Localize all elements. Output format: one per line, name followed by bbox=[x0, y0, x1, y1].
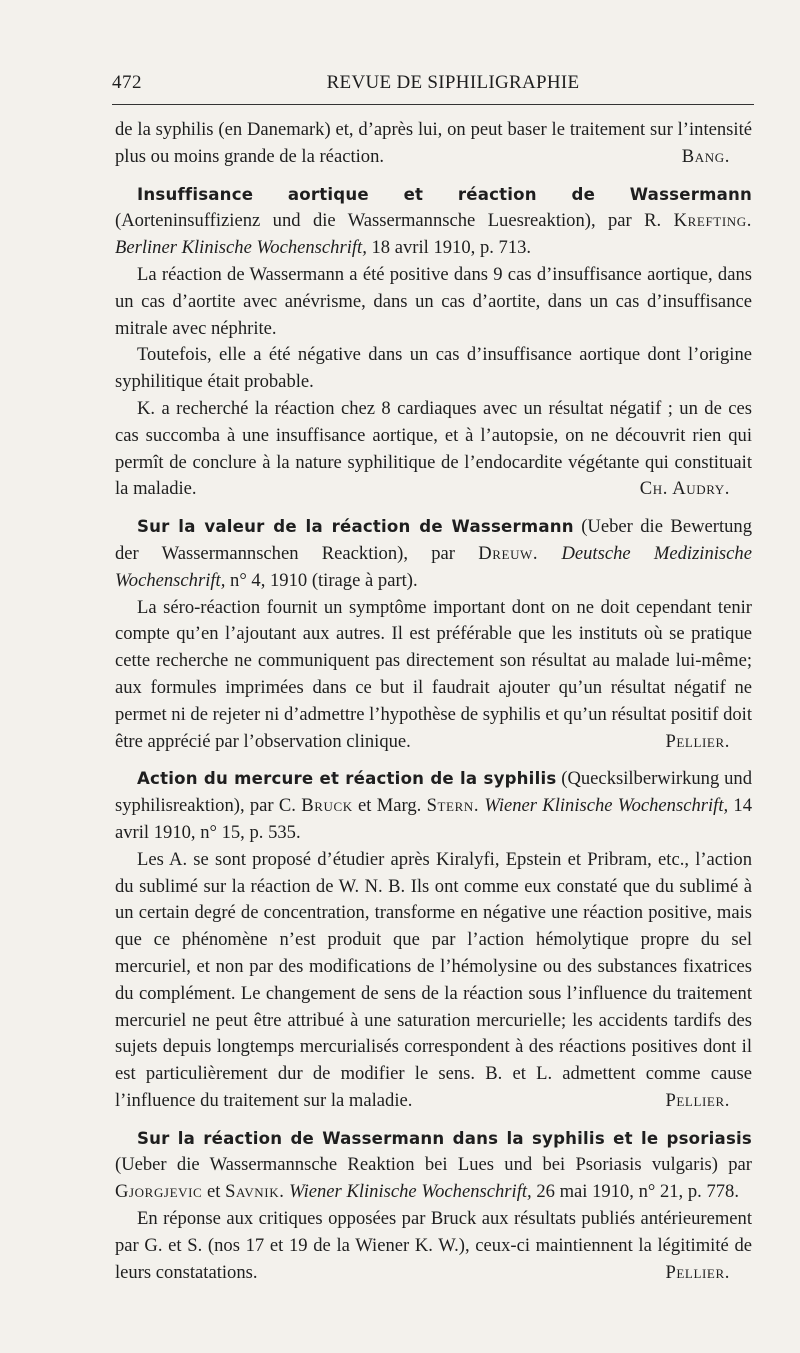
article-signature: Ch. Audry. bbox=[639, 478, 730, 500]
article-journal: Wiener Klinische Wochenschrift, bbox=[484, 795, 729, 817]
article-german-title: (Ueber die Wassermannsche Reaktion bei Lues und bei Psoriasis vulgaris) par bbox=[115, 1154, 752, 1176]
article-signature: Pellier. bbox=[665, 730, 730, 752]
article-paragraph bbox=[115, 396, 752, 503]
article-author: Krefting. bbox=[673, 210, 752, 232]
article-journal: Berliner Klinische Wochenschrift, bbox=[115, 237, 367, 259]
article-paragraph bbox=[115, 847, 752, 1115]
page-body bbox=[115, 117, 752, 1286]
article-heading bbox=[115, 514, 752, 594]
article-heading bbox=[115, 1126, 752, 1206]
article-paragraph bbox=[115, 595, 752, 756]
article-author: Gjorgjevic bbox=[115, 1181, 203, 1203]
article-title: Sur la valeur de la réaction de Wassermann bbox=[137, 517, 574, 537]
article-paragraph bbox=[115, 1206, 752, 1286]
article-author: Dreuw. bbox=[478, 542, 539, 564]
article-author-initial: C. bbox=[278, 795, 296, 817]
article-title: Action du mercure et réaction de la syphilis bbox=[137, 769, 557, 789]
article-date: 26 mai 1910, n° 21, p. 778. bbox=[536, 1181, 739, 1203]
article-date: n° 4, 1910 (tirage à part). bbox=[230, 569, 418, 591]
running-title: REVUE DE SIPHILIGRAPHIE bbox=[326, 72, 580, 93]
article-paragraph-text: K. a recherché la réaction chez 8 cardiaques avec un résultat négatif ; un de ces cas succomba à une insuffisance aortique, et à l’autopsie, on ne découvrit rien qui permît de conclure à la nature syphilitique de l’endocardite végétante qui constituait la maladie. bbox=[115, 397, 752, 500]
article-paragraph: La réaction de Wassermann a été positive dans 9 cas d’insuffisance aortique, dans un cas d’aortite avec anévrisme, dans un cas d’aortite, dans un cas d’insuffisance mitrale avec néphrite. bbox=[115, 263, 752, 339]
article-paragraph-text: La séro-réaction fournit un symptôme important dont on ne doit cependant tenir compte qu’en l’ajoutant aux autres. Il est préférable que les instituts où se pratique cette recherche ne communiquent pas directement son résultat au malade lui-même; aux formules imprimées dans ce but il faudrait ajouter qu’un résultat négatif ne permet ni de rejeter ni d’admettre l’hypothèse de syphilis et qu’un résultat positif doit être apprécié par l’observation clinique. bbox=[115, 596, 752, 752]
article-german-title: (Ueber die Bewertung der Wassermannschen Reacktion), par bbox=[115, 516, 752, 564]
article-author-joiner: et bbox=[206, 1181, 221, 1203]
article-author-2: Savnik. bbox=[225, 1181, 285, 1203]
article-author-initial: R. bbox=[644, 210, 662, 232]
intro-author: Bang. bbox=[681, 145, 730, 167]
page-number: 472 bbox=[112, 72, 142, 93]
article-signature: Pellier. bbox=[665, 1261, 730, 1283]
article-paragraph-text: Les A. se sont proposé d’étudier après Kiralyfi, Epstein et Pribram, etc., l’action du sublimé sur la réaction de W. N. B. Ils ont comme eux constaté que du sublimé à un certain degré de concentration, transforme en négative une réaction positive, mais que ce phénomène n’est produit que par l’action hémolytique propre du sel mercuriel, et non par des modifications de l’hémolysine ou des substances fixatrices du complément. Le changement de sens de la réaction sous l’influence du traitement mercuriel ne peut être attribué à une saturation mercurielle; les accidents tardifs des sujets depuis longtemps mercurialisés correspondent à des réactions positives dont il est particulièrement dur de modifier le sens. B. et L. admettent comme cause l’influence du traitement sur la maladie. bbox=[115, 848, 752, 1111]
page-header bbox=[112, 64, 754, 105]
article-german-title: (Aorteninsuffizienz und die Wassermannsche Luesreaktion), par bbox=[115, 210, 632, 232]
article-paragraph-text: En réponse aux critiques opposées par Bruck aux résultats publiés antérieurement par G. et S. (nos 17 et 19 de la Wiener K. W.), ceux-ci maintiennent la légitimité de leurs constatations. bbox=[115, 1208, 752, 1283]
article-journal: Deutsche Medizinische Wochenschrift, bbox=[115, 542, 752, 591]
article-german-title: (Quecksilberwirkung und syphilisreaktion), par bbox=[115, 768, 752, 817]
article-journal: Wiener Klinische Wochenschrift, bbox=[289, 1181, 532, 1203]
article-date: 18 avril 1910, p. 713. bbox=[371, 237, 532, 259]
article-date: 14 avril 1910, n° 15, p. 535. bbox=[115, 795, 752, 843]
intro-text: de la syphilis (en Danemark) et, d’après lui, on peut baser le traitement sur l’intensité plus ou moins grande de la réaction. bbox=[115, 119, 752, 167]
article-signature: Pellier. bbox=[665, 1089, 730, 1111]
article-title: Sur la réaction de Wassermann dans la syphilis et le psoriasis bbox=[137, 1128, 752, 1148]
article-heading bbox=[115, 182, 752, 262]
article-heading bbox=[115, 766, 752, 846]
article-title: Insuffisance aortique et réaction de Wassermann bbox=[137, 184, 752, 204]
article-author-joiner: et Marg. bbox=[358, 795, 422, 817]
article-paragraph: Toutefois, elle a été négative dans un cas d’insuffisance aortique dont l’origine syphilitique était probable. bbox=[115, 344, 752, 393]
article-author: Bruck bbox=[301, 795, 353, 817]
intro-paragraph bbox=[115, 117, 752, 171]
article-author-2: Stern. bbox=[426, 795, 480, 817]
